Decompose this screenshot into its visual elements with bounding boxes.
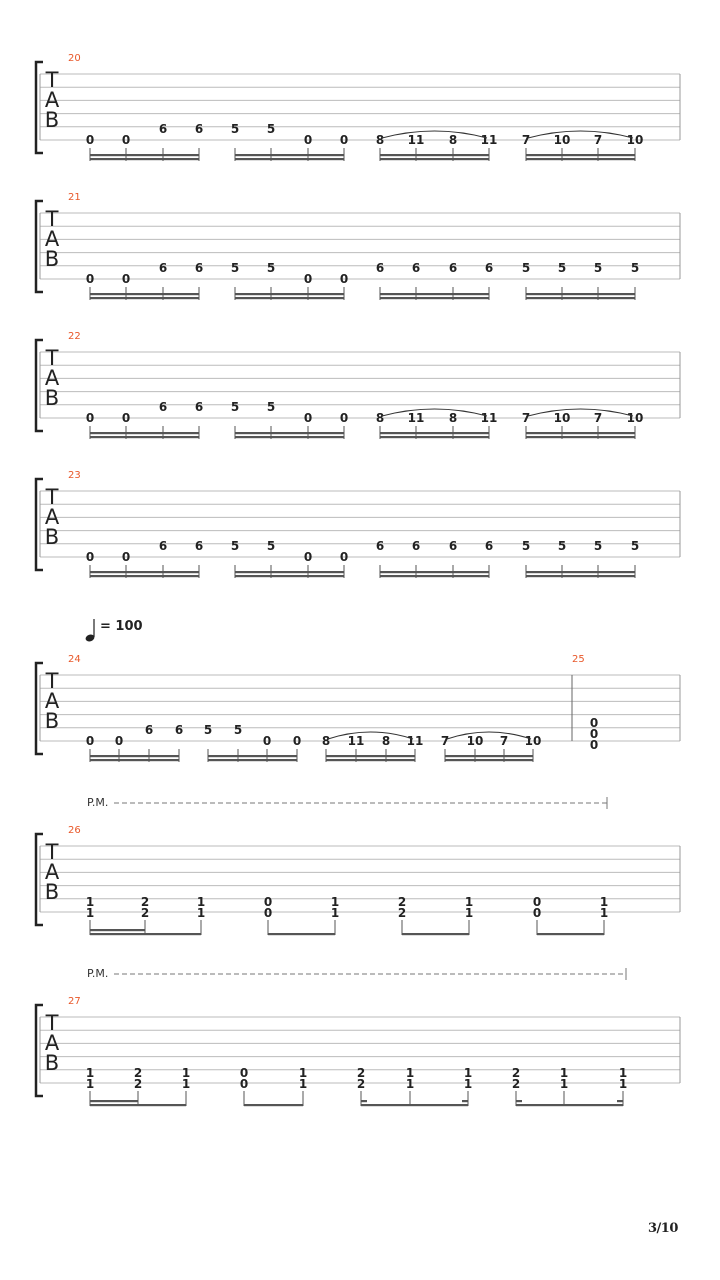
fret-number: 10: [466, 734, 484, 748]
fret-number: 6: [194, 122, 204, 136]
fret-number: 5: [203, 723, 213, 737]
fret-number: 0: [303, 550, 313, 564]
beam: [90, 929, 145, 931]
fret-number: 10: [553, 411, 571, 425]
fret-number: 0: [85, 133, 95, 147]
fret-number: 1: [298, 1077, 308, 1091]
slur-arc: [328, 732, 413, 739]
fret-number: 1: [196, 906, 206, 920]
fret-number: 2: [397, 906, 407, 920]
fret-number: 1: [181, 1077, 191, 1091]
fret-number: 0: [239, 1066, 249, 1080]
fret-number: 11: [407, 133, 425, 147]
fret-number: 6: [448, 539, 458, 553]
fret-number: 0: [121, 272, 131, 286]
beam: [90, 432, 199, 434]
fret-number: 11: [406, 734, 424, 748]
fret-number: 0: [263, 906, 273, 920]
fret-number: 0: [292, 734, 302, 748]
fret-number: 11: [347, 734, 365, 748]
fret-number: 0: [114, 734, 124, 748]
tab-clef-letter: A: [44, 366, 60, 390]
fret-number: 6: [194, 539, 204, 553]
fret-number: 6: [158, 122, 168, 136]
fret-number: 0: [121, 411, 131, 425]
fret-number: 1: [463, 1066, 473, 1080]
tab-clef-letter: T: [45, 207, 59, 231]
beam: [90, 158, 199, 160]
beam: [90, 154, 199, 156]
fret-number: 1: [181, 1066, 191, 1080]
fret-number: 2: [133, 1066, 143, 1080]
fret-number: 7: [593, 411, 603, 425]
beam: [268, 933, 335, 935]
fret-number: 5: [593, 539, 603, 553]
fret-number: 0: [85, 411, 95, 425]
beam-flag: [617, 1100, 623, 1102]
fret-number: 1: [599, 895, 609, 909]
fret-number: 10: [626, 411, 644, 425]
fret-number: 7: [440, 734, 450, 748]
tab-clef-letter: A: [44, 227, 60, 251]
tab-clef-letter: T: [45, 485, 59, 509]
beam: [90, 759, 179, 761]
tempo-marking: = 100: [100, 619, 143, 634]
measure-number: 21: [68, 192, 81, 203]
fret-number: 8: [448, 133, 458, 147]
fret-number: 0: [339, 411, 349, 425]
fret-number: 2: [356, 1066, 366, 1080]
beam: [90, 297, 199, 299]
fret-number: 8: [321, 734, 331, 748]
tab-clef-letter: A: [44, 860, 60, 884]
fret-number: 2: [133, 1077, 143, 1091]
fret-number: 5: [521, 261, 531, 275]
fret-number: 0: [239, 1077, 249, 1091]
fret-number: 0: [303, 411, 313, 425]
beam: [235, 297, 344, 299]
fret-number: 1: [196, 895, 206, 909]
beam-flag: [361, 1100, 367, 1102]
tab-clef-letter: A: [44, 1031, 60, 1055]
beam: [445, 755, 533, 757]
beam: [380, 571, 489, 573]
fret-number: 10: [524, 734, 542, 748]
fret-number: 1: [330, 906, 340, 920]
beam: [326, 755, 415, 757]
fret-number: 1: [405, 1066, 415, 1080]
fret-number: 1: [559, 1077, 569, 1091]
beam: [90, 1104, 186, 1106]
beam: [90, 933, 201, 935]
fret-number: 6: [158, 539, 168, 553]
fret-number: 1: [298, 1066, 308, 1080]
fret-number: 0: [339, 550, 349, 564]
page-number: 3/10: [648, 1221, 678, 1236]
fret-number: 5: [266, 122, 276, 136]
fret-number: 10: [626, 133, 644, 147]
beam: [526, 297, 635, 299]
fret-number: 2: [140, 895, 150, 909]
measure-number: 20: [68, 53, 81, 64]
beam: [537, 933, 604, 935]
fret-number: 8: [375, 411, 385, 425]
fret-number: 1: [618, 1077, 628, 1091]
tab-clef-letter: B: [44, 709, 60, 733]
fret-number: 6: [375, 539, 385, 553]
fret-number: 7: [499, 734, 509, 748]
beam-flag: [516, 1100, 522, 1102]
tab-clef-letter: B: [44, 880, 60, 904]
fret-number: 6: [174, 723, 184, 737]
fret-number: 5: [557, 261, 567, 275]
slur-arc: [447, 732, 531, 739]
beam: [90, 755, 179, 757]
fret-number: 0: [263, 895, 273, 909]
fret-number: 1: [618, 1066, 628, 1080]
slur-arc: [528, 409, 633, 416]
slur-arc: [382, 409, 487, 416]
beam: [380, 432, 489, 434]
fret-number: 1: [85, 1077, 95, 1091]
beam: [235, 436, 344, 438]
fret-number: 6: [448, 261, 458, 275]
fret-number: 6: [158, 261, 168, 275]
beam: [526, 293, 635, 295]
beam: [235, 154, 344, 156]
beam: [380, 158, 489, 160]
fret-number: 7: [593, 133, 603, 147]
fret-number: 0: [303, 272, 313, 286]
fret-number: 5: [521, 539, 531, 553]
fret-number: 5: [557, 539, 567, 553]
beam: [526, 436, 635, 438]
chord-fret-number: 0: [589, 727, 599, 741]
fret-number: 6: [144, 723, 154, 737]
fret-number: 6: [375, 261, 385, 275]
fret-number: 5: [630, 539, 640, 553]
beam: [244, 1104, 303, 1106]
slur-arc: [382, 131, 487, 138]
beam: [326, 759, 415, 761]
tab-clef-letter: T: [45, 346, 59, 370]
measure-number: 22: [68, 331, 81, 342]
beam: [235, 432, 344, 434]
fret-number: 11: [480, 133, 498, 147]
fret-number: 5: [266, 261, 276, 275]
chord-fret-number: 0: [589, 716, 599, 730]
fret-number: 11: [480, 411, 498, 425]
beam: [526, 154, 635, 156]
tab-clef-letter: B: [44, 108, 60, 132]
beam: [235, 158, 344, 160]
measure-number: 27: [68, 996, 81, 1007]
fret-number: 0: [85, 550, 95, 564]
fret-number: 0: [339, 272, 349, 286]
tab-clef-letter: A: [44, 689, 60, 713]
tab-clef-letter: T: [45, 669, 59, 693]
beam: [235, 575, 344, 577]
beam: [90, 436, 199, 438]
beam: [526, 432, 635, 434]
fret-number: 8: [375, 133, 385, 147]
tab-clef-letter: A: [44, 88, 60, 112]
fret-number: 0: [532, 906, 542, 920]
fret-number: 6: [484, 261, 494, 275]
fret-number: 7: [521, 411, 531, 425]
fret-number: 1: [559, 1066, 569, 1080]
fret-number: 0: [532, 895, 542, 909]
fret-number: 0: [339, 133, 349, 147]
fret-number: 6: [411, 539, 421, 553]
tab-clef-letter: B: [44, 247, 60, 271]
beam: [380, 297, 489, 299]
fret-number: 2: [397, 895, 407, 909]
measure-number: 24: [68, 654, 81, 665]
fret-number: 0: [85, 734, 95, 748]
fret-number: 5: [630, 261, 640, 275]
beam: [90, 1100, 138, 1102]
beam: [445, 759, 533, 761]
fret-number: 1: [463, 1077, 473, 1091]
beam: [235, 293, 344, 295]
fret-number: 5: [266, 400, 276, 414]
fret-number: 5: [233, 723, 243, 737]
fret-number: 1: [85, 895, 95, 909]
fret-number: 5: [230, 539, 240, 553]
fret-number: 6: [158, 400, 168, 414]
beam: [90, 571, 199, 573]
beam: [380, 575, 489, 577]
fret-number: 2: [511, 1066, 521, 1080]
fret-number: 0: [85, 272, 95, 286]
tab-clef-letter: T: [45, 68, 59, 92]
measure-number: 23: [68, 470, 81, 481]
beam: [208, 759, 297, 761]
beam: [208, 755, 297, 757]
fret-number: 10: [553, 133, 571, 147]
beam: [516, 1104, 623, 1106]
fret-number: 7: [521, 133, 531, 147]
beam: [380, 436, 489, 438]
tab-clef-letter: T: [45, 840, 59, 864]
fret-number: 0: [303, 133, 313, 147]
fret-number: 0: [121, 550, 131, 564]
fret-number: 5: [230, 261, 240, 275]
beam-flag: [462, 1100, 468, 1102]
fret-number: 5: [230, 400, 240, 414]
fret-number: 1: [464, 895, 474, 909]
tab-clef-letter: A: [44, 505, 60, 529]
palm-mute-label: P.M.: [87, 796, 109, 809]
fret-number: 1: [405, 1077, 415, 1091]
fret-number: 6: [194, 400, 204, 414]
fret-number: 5: [593, 261, 603, 275]
beam: [235, 571, 344, 573]
fret-number: 8: [381, 734, 391, 748]
beam: [361, 1104, 468, 1106]
beam: [380, 293, 489, 295]
tab-clef-letter: B: [44, 386, 60, 410]
tab-clef-letter: T: [45, 1011, 59, 1035]
beam: [526, 571, 635, 573]
fret-number: 8: [448, 411, 458, 425]
slur-arc: [528, 131, 633, 138]
beam: [90, 293, 199, 295]
fret-number: 0: [262, 734, 272, 748]
fret-number: 6: [411, 261, 421, 275]
fret-number: 1: [599, 906, 609, 920]
measure-number: 26: [68, 825, 81, 836]
beam: [402, 933, 469, 935]
fret-number: 11: [407, 411, 425, 425]
fret-number: 0: [121, 133, 131, 147]
chord-fret-number: 0: [589, 738, 599, 752]
fret-number: 2: [356, 1077, 366, 1091]
fret-number: 6: [194, 261, 204, 275]
fret-number: 1: [85, 906, 95, 920]
fret-number: 1: [85, 1066, 95, 1080]
fret-number: 6: [484, 539, 494, 553]
beam: [90, 575, 199, 577]
fret-number: 1: [464, 906, 474, 920]
beam: [526, 158, 635, 160]
beam: [380, 154, 489, 156]
fret-number: 2: [140, 906, 150, 920]
palm-mute-label: P.M.: [87, 967, 109, 980]
fret-number: 5: [230, 122, 240, 136]
measure-number: 25: [572, 654, 585, 665]
beam: [526, 575, 635, 577]
fret-number: 1: [330, 895, 340, 909]
fret-number: 5: [266, 539, 276, 553]
tab-clef-letter: B: [44, 1051, 60, 1075]
tab-clef-letter: B: [44, 525, 60, 549]
fret-number: 2: [511, 1077, 521, 1091]
